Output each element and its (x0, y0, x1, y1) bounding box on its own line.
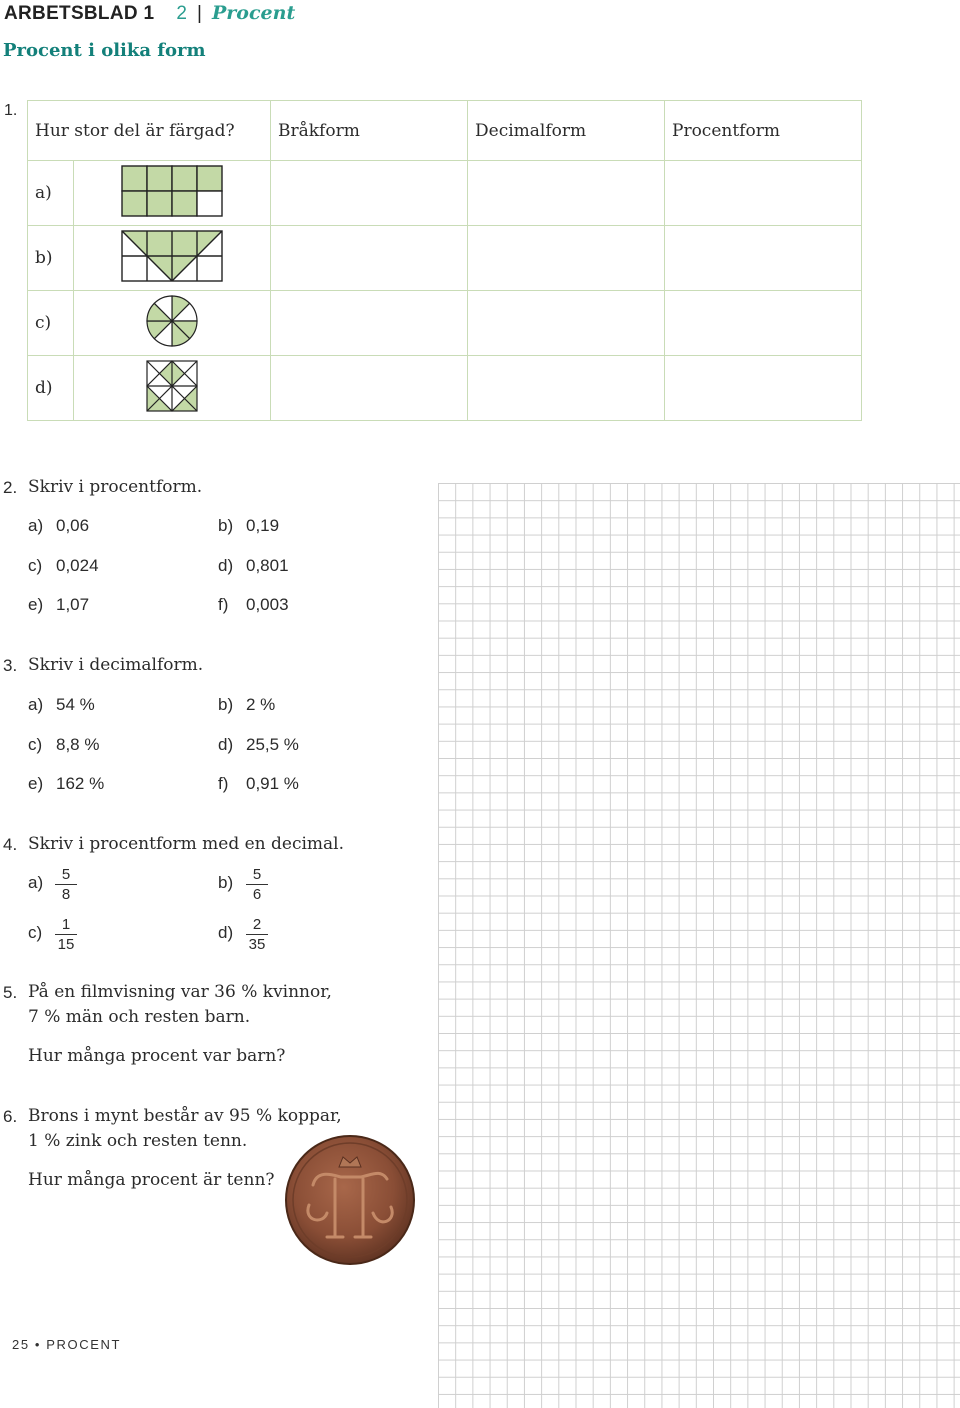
q1-col-question: Hur stor del är färgad? (28, 101, 271, 161)
page-footer (12, 1337, 121, 1352)
answer-percent-b[interactable] (665, 226, 862, 291)
footer-section: PROCENT (46, 1337, 122, 1352)
q2-item-d: d) 0,801 (218, 556, 289, 575)
answer-decimal-c[interactable] (468, 291, 665, 356)
header-separator: | (197, 3, 202, 24)
answer-fraction-b[interactable] (271, 226, 468, 291)
footer-dot: • (34, 1337, 42, 1352)
answer-fraction-c[interactable] (271, 291, 468, 356)
q4-text: Skriv i procentform med en decimal. (28, 834, 345, 854)
q4-fraction-c: $\frac{1}{15}$ (55, 916, 77, 955)
q3-number: 3. (3, 656, 18, 675)
q1-col-percent: Procentform (665, 101, 862, 161)
q2-item-a: a) 0,06 (28, 516, 90, 535)
q2-item-f: f) 0,003 (218, 595, 289, 614)
q6-number: 6. (3, 1107, 18, 1126)
q2-number: 2. (3, 478, 18, 497)
answer-percent-a[interactable] (665, 161, 862, 226)
q6-line1: Brons i mynt består av 95 % koppar, (28, 1106, 342, 1126)
q4-fraction-a: $\frac{5}{8}$ (55, 866, 77, 905)
figure-grid-shaded (74, 161, 271, 226)
row-label: c) (28, 291, 74, 356)
figure-circle-shaded (74, 291, 271, 356)
row-label: a) (28, 161, 74, 226)
q2-text: Skriv i procentform. (28, 477, 203, 497)
q2-item-c: c) 0,024 (28, 556, 99, 575)
q4-fraction-b: $\frac{5}{6}$ (246, 866, 268, 905)
q6-question: Hur många procent är tenn? (28, 1170, 275, 1190)
table-row (28, 291, 862, 356)
q3-text: Skriv i decimalform. (28, 655, 204, 675)
q3-item-d: d) 25,5 % (218, 735, 299, 754)
chapter-number: 2 (176, 3, 187, 24)
q2-item-b: b) 0,19 (218, 516, 280, 535)
answer-decimal-d[interactable] (468, 356, 665, 421)
figure-diagonal-square-shaded (74, 356, 271, 421)
page-subtitle: Procent i olika form (3, 40, 206, 61)
bronze-coin-icon (283, 1133, 417, 1267)
grid-paper[interactable] (438, 483, 960, 1408)
row-label: b) (28, 226, 74, 291)
q1-col-fraction: Bråkform (271, 101, 468, 161)
q5-line2: 7 % män och resten barn. (28, 1007, 251, 1027)
q3-item-f: f) 0,91 % (218, 774, 299, 793)
q1-col-decimal: Decimalform (468, 101, 665, 161)
page-number: 25 (12, 1337, 30, 1352)
worksheet-title: ARBETSBLAD 1 (4, 3, 155, 24)
q6-line2: 1 % zink och resten tenn. (28, 1131, 248, 1151)
answer-fraction-d[interactable] (271, 356, 468, 421)
q1-table (27, 100, 862, 421)
row-label: d) (28, 356, 74, 421)
answer-fraction-a[interactable] (271, 161, 468, 226)
q4-item-a-label: a) (28, 873, 44, 892)
answer-percent-d[interactable] (665, 356, 862, 421)
q3-item-a: a) 54 % (28, 695, 95, 714)
q1-header-row (28, 101, 862, 161)
table-row (28, 161, 862, 226)
q4-item-b-label: b) (218, 873, 234, 892)
q4-number: 4. (3, 835, 18, 854)
page-header (4, 2, 295, 25)
answer-percent-c[interactable] (665, 291, 862, 356)
q4-fraction-d: $\frac{2}{35}$ (246, 916, 268, 955)
q5-line1: På en filmvisning var 36 % kvinnor, (28, 982, 332, 1002)
q3-item-e: e) 162 % (28, 774, 105, 793)
q3-item-b: b) 2 % (218, 695, 276, 714)
chapter-topic: Procent (212, 2, 296, 24)
q3-item-c: c) 8,8 % (28, 735, 100, 754)
q4-item-c-label: c) (28, 923, 43, 942)
q1-number: 1. (4, 102, 18, 119)
q5-number: 5. (3, 983, 18, 1002)
figure-triangle-shaded (74, 226, 271, 291)
table-row (28, 356, 862, 421)
answer-decimal-b[interactable] (468, 226, 665, 291)
q4-item-d-label: d) (218, 923, 234, 942)
answer-decimal-a[interactable] (468, 161, 665, 226)
q2-item-e: e) 1,07 (28, 595, 90, 614)
table-row (28, 226, 862, 291)
q5-question: Hur många procent var barn? (28, 1046, 286, 1066)
